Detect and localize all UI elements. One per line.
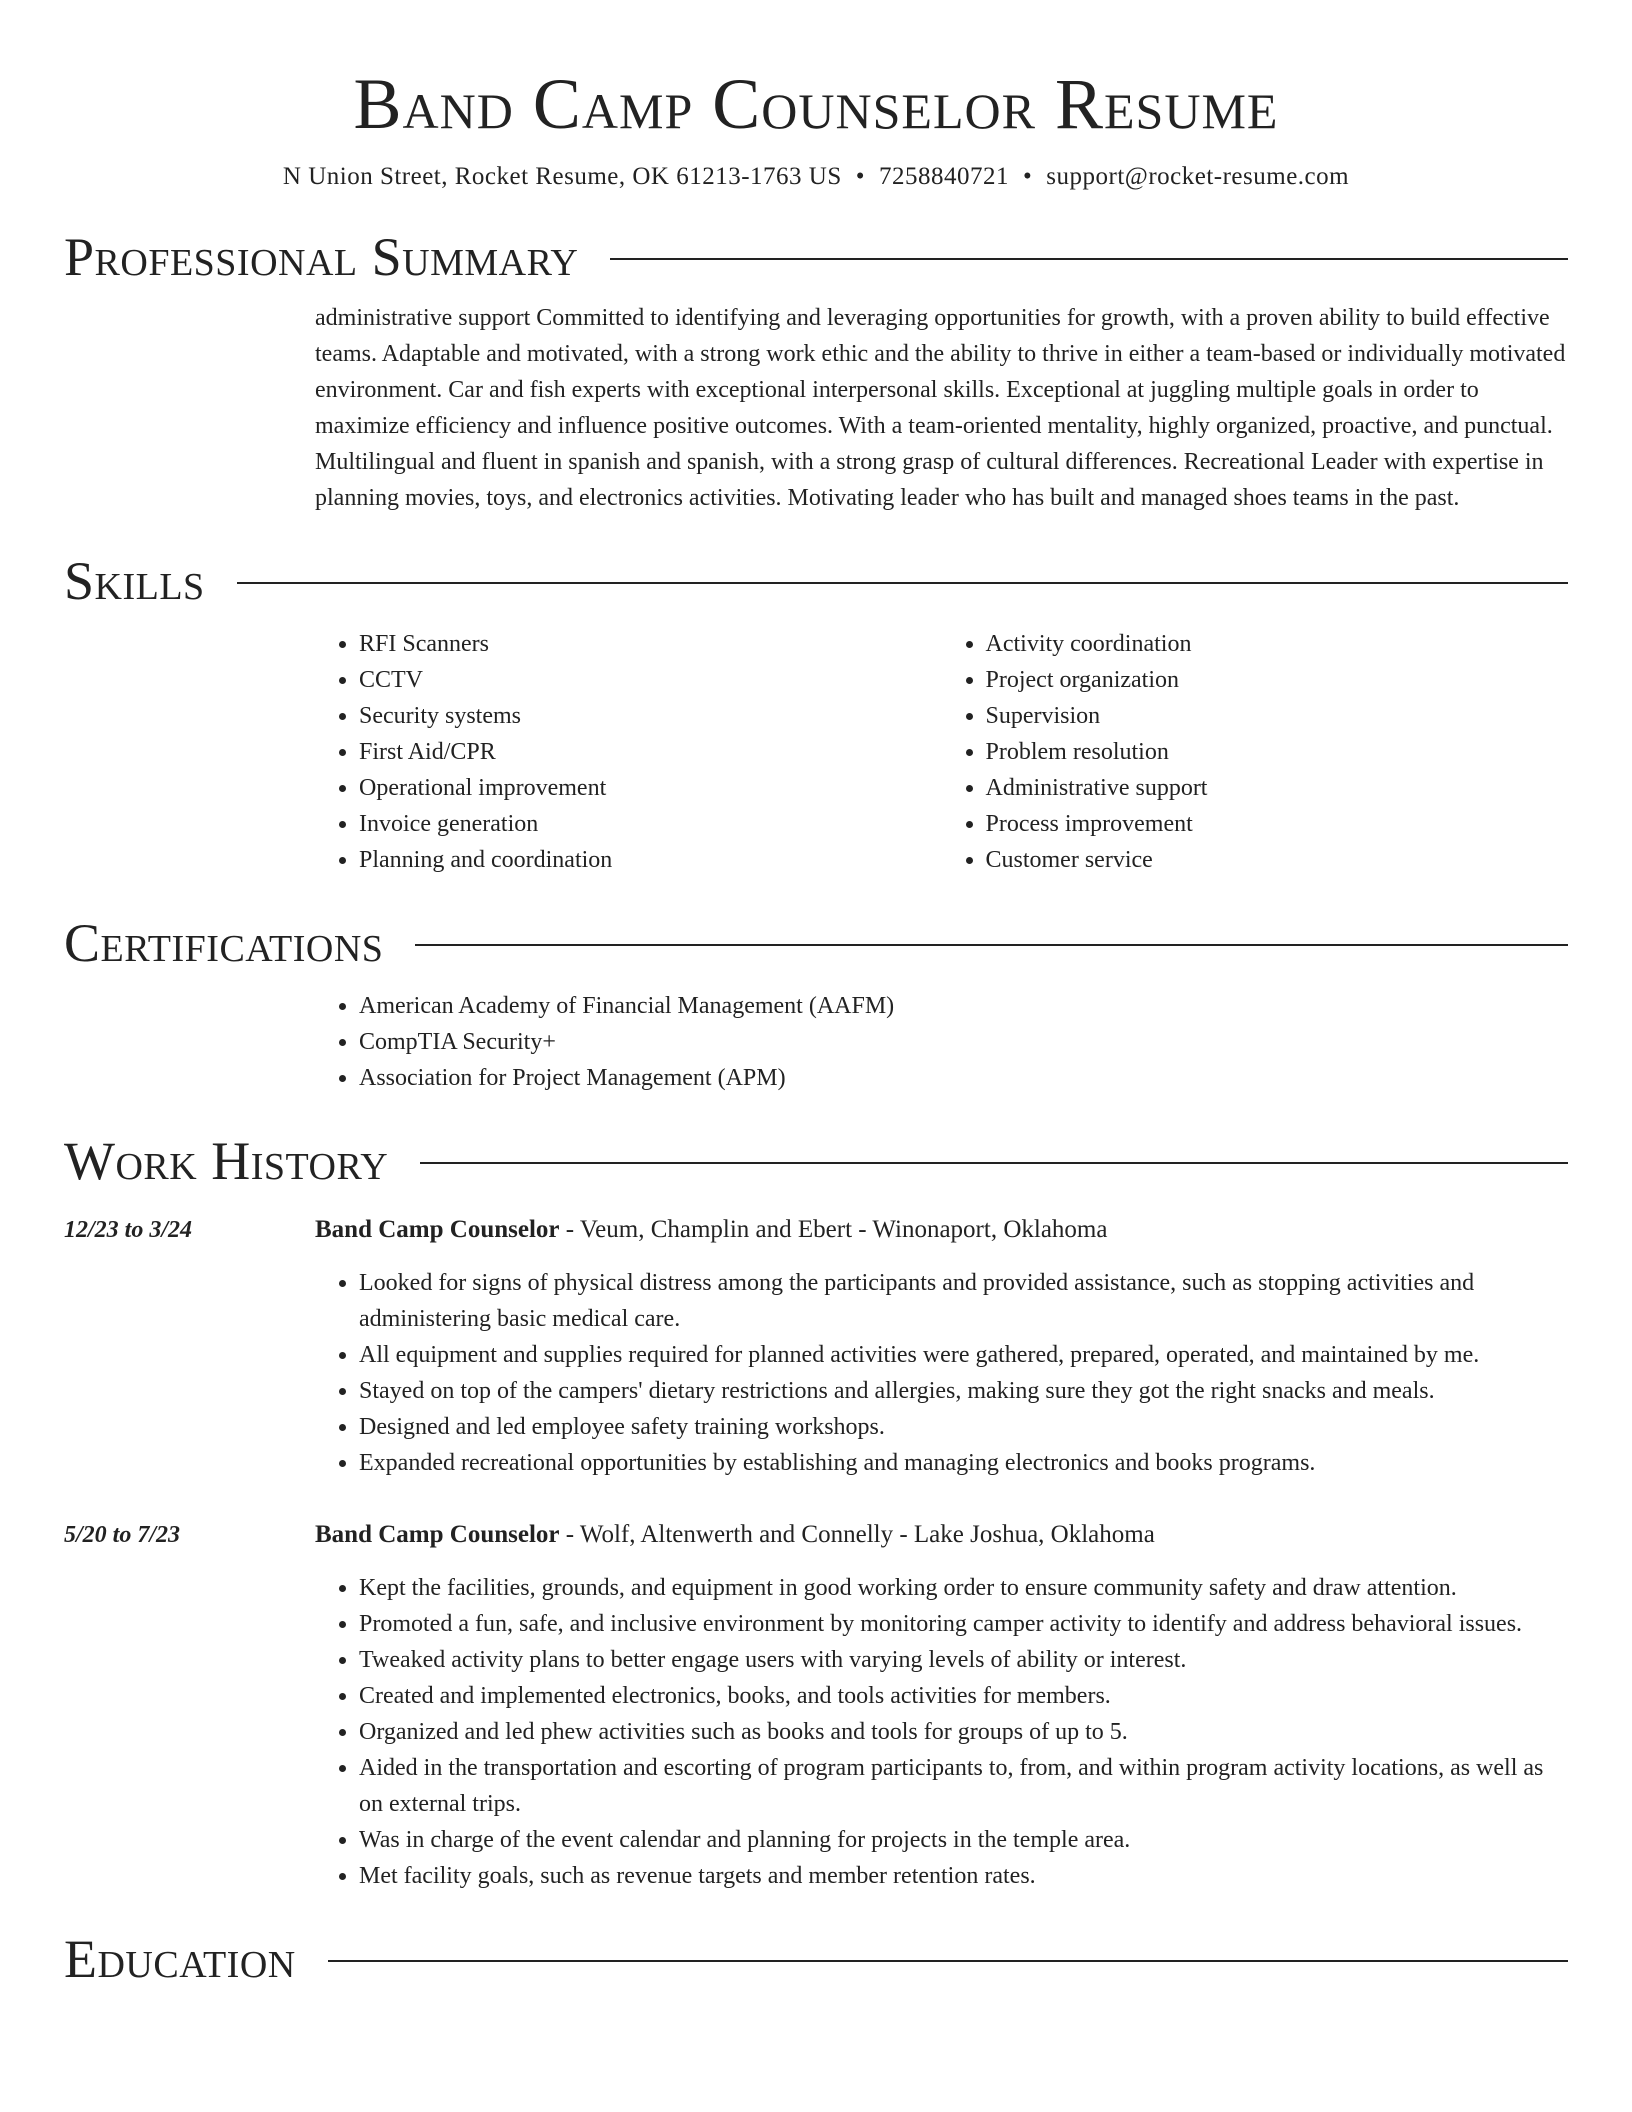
resume-title: Band Camp Counselor Resume — [353, 64, 1279, 144]
job-heading — [315, 1517, 1568, 1553]
job-entry — [64, 1212, 1568, 1481]
skill-item: • Security systems — [359, 698, 942, 734]
job-role: Band Camp Counselor — [315, 1521, 560, 1548]
skills-grid — [315, 626, 1568, 878]
job-bullet: • Met facility goals, such as revenue targets and member retention rates. — [359, 1858, 1568, 1894]
contact-separator: • — [855, 163, 866, 190]
job-employer: - Wolf, Altenwerth and Connelly - Lake Joshua, Oklahoma — [559, 1521, 1155, 1548]
job-bullet: • Stayed on top of the campers' dietary restrictions and allergies, making sure they got the right snacks and meals. — [359, 1373, 1568, 1409]
skill-item: • Planning and coordination — [359, 842, 942, 878]
job-bullet: • Promoted a fun, safe, and inclusive environment by monitoring camper activity to identify and address behavioral issues. — [359, 1606, 1568, 1642]
certification-item: • American Academy of Financial Management (AAFM) — [359, 988, 1568, 1024]
contact-line — [64, 162, 1568, 192]
section-title-certifications: Certifications — [64, 913, 384, 973]
contact-email: support@rocket-resume.com — [1046, 163, 1350, 190]
certifications-list — [315, 988, 1568, 1096]
section-divider — [328, 1960, 1568, 1962]
section-divider — [420, 1162, 1568, 1164]
job-dates: 12/23 to 3/24 — [64, 1217, 193, 1243]
skill-item: • CCTV — [359, 662, 942, 698]
job-bullets — [315, 1265, 1568, 1481]
skill-item: • First Aid/CPR — [359, 734, 942, 770]
certification-item: • Association for Project Management (APM) — [359, 1060, 1568, 1096]
job-dates: 5/20 to 7/23 — [64, 1522, 181, 1548]
skill-item: • Customer service — [986, 842, 1569, 878]
job-bullet: • All equipment and supplies required for planned activities were gathered, prepared, operated, and maintained by me. — [359, 1337, 1568, 1373]
job-employer: - Veum, Champlin and Ebert - Winonaport, Oklahoma — [559, 1216, 1108, 1243]
job-bullet: • Designed and led employee safety training workshops. — [359, 1409, 1568, 1445]
contact-separator: • — [1023, 163, 1033, 190]
section-title-work-history: Work History — [64, 1131, 389, 1191]
job-role: Band Camp Counselor — [315, 1216, 560, 1243]
skill-item: • Activity coordination — [986, 626, 1569, 662]
skill-item: • RFI Scanners — [359, 626, 942, 662]
summary-text: administrative support Committed to identifying and leveraging opportunities for growth, with a proven ability to build effective teams. Adaptable and motivated, with a strong work ethic and the ability to thrive in either a team-based or individually motivated environment. Car and fish experts with exceptional interpersonal skills. Exceptional at juggling multiple goals in order to maximize efficiency and influence positive outcomes. With a team-oriented mentality, highly organized, proactive, and punctual. Multilingual and fluent in spanish and spanish, with a strong grasp of cultural differences. Recreational Leader with expertise in planning movies, toys, and electronics activities. Motivating leader who has built and managed shoes teams in the past. — [315, 305, 1566, 511]
section-header-education — [64, 1926, 1568, 1992]
skill-item: • Operational improvement — [359, 770, 942, 806]
skill-item: • Supervision — [986, 698, 1569, 734]
section-title-skills: Skills — [64, 551, 205, 611]
job-bullet: • Created and implemented electronics, books, and tools activities for members. — [359, 1678, 1568, 1714]
certifications-block — [315, 988, 1568, 1096]
section-divider — [610, 258, 1568, 260]
section-header-certifications — [64, 910, 1568, 976]
skill-item: • Problem resolution — [986, 734, 1569, 770]
section-divider — [415, 944, 1568, 946]
job-bullet: • Kept the facilities, grounds, and equipment in good working order to ensure community safety and draw attention. — [359, 1570, 1568, 1606]
job-bullet: • Organized and led phew activities such as books and tools for groups of up to 5. — [359, 1714, 1568, 1750]
skills-list-left — [315, 626, 942, 878]
certification-item: • CompTIA Security+ — [359, 1024, 1568, 1060]
section-header-work-history — [64, 1128, 1568, 1194]
job-bullet: • Looked for signs of physical distress among the participants and provided assistance, such as stopping activities and administering basic medical care. — [359, 1265, 1568, 1337]
job-details — [315, 1517, 1568, 1894]
job-bullet: • Was in charge of the event calendar and planning for projects in the temple area. — [359, 1822, 1568, 1858]
job-bullet: • Aided in the transportation and escorting of program participants to, from, and within program activity locations, as well as on external trips. — [359, 1750, 1568, 1822]
skill-item: • Administrative support — [986, 770, 1569, 806]
job-bullets — [315, 1570, 1568, 1894]
skill-item: • Process improvement — [986, 806, 1569, 842]
job-bullet: • Tweaked activity plans to better engage users with varying levels of ability or interest. — [359, 1642, 1568, 1678]
section-title-summary: Professional Summary — [64, 227, 579, 287]
skill-item: • Invoice generation — [359, 806, 942, 842]
job-details — [315, 1212, 1568, 1481]
section-header-summary — [64, 224, 1568, 290]
job-entry — [64, 1517, 1568, 1894]
skills-list-right — [942, 626, 1569, 878]
job-bullet: • Expanded recreational opportunities by establishing and managing electronics and books programs. — [359, 1445, 1568, 1481]
section-title-education: Education — [64, 1929, 296, 1989]
skill-item: • Project organization — [986, 662, 1569, 698]
contact-phone: 7258840721 — [879, 163, 1010, 190]
section-header-skills — [64, 548, 1568, 614]
section-divider — [237, 582, 1568, 584]
contact-address: N Union Street, Rocket Resume, OK 61213-1763 US — [282, 163, 842, 190]
job-heading — [315, 1212, 1568, 1248]
